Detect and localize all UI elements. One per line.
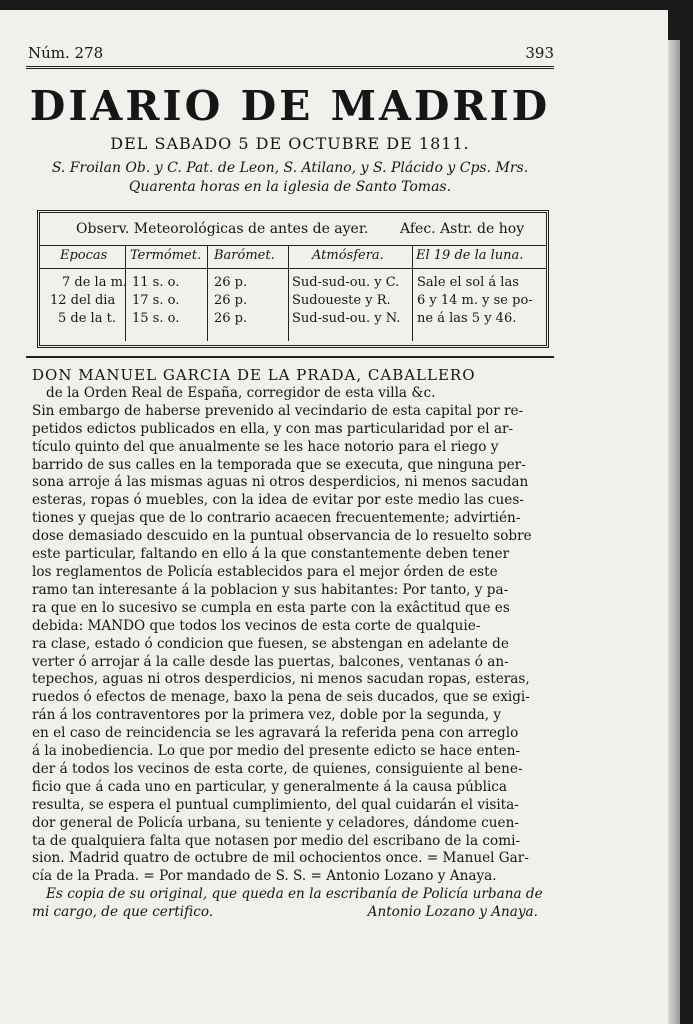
article-line: á la inobediencia. Lo que por medio del presente edicto se hace enten-	[32, 743, 521, 760]
article-line: este particular, faltando en ello á la que constantemente deben tener	[32, 546, 510, 563]
article-line: ra que en lo sucesivo se cumpla en esta parte con la exâctitud que es	[32, 599, 510, 616]
cell-epoca: 5 de la t.	[58, 311, 116, 326]
column-divider	[207, 245, 208, 341]
article-line: cía de la Prada. = Por mandado de S. S. = Antonio Lozano y Anaya.	[32, 868, 497, 885]
masthead-rule-top	[26, 66, 554, 69]
col-header-atmosfera: Atmósfera.	[312, 248, 384, 263]
table-rule	[40, 268, 546, 269]
article-line: ficio que á cada uno en particular, y generalmente á la causa pública	[32, 778, 508, 795]
col-header-epocas: Epocas	[60, 248, 108, 263]
article-line: der á todos los vecinos de esta corte, de quienes, consiguiente al bene-	[32, 760, 523, 777]
issue-number: Núm. 278	[28, 44, 104, 62]
table-rule	[40, 245, 546, 246]
col-header-termometro: Termómet.	[130, 248, 202, 263]
cell-luna: Sale el sol á las	[417, 275, 519, 290]
article-line: ra clase, estado ó condicion que fuesen, se abstengan en adelante de	[32, 635, 509, 652]
weather-table	[37, 210, 549, 348]
article-line: sion. Madrid quatro de octubre de mil ochocientos once. = Manuel Gar-	[32, 850, 529, 867]
article-line: resulta, se espera el puntual cumplimiento, del qual cuidarán el visita-	[32, 796, 519, 813]
page-number: 393	[525, 44, 554, 62]
section-rule	[26, 356, 554, 358]
article-line: petidos edictos publicados en ella, y con mas particularidad por el ar-	[32, 420, 514, 437]
article-line: tiones y quejas que de lo contrario acaecen frecuentemente; advirtién-	[32, 510, 521, 527]
cell-atmosfera: Sud-sud-ou. y N.	[292, 311, 401, 326]
article-line: ruedos ó efectos de menage, baxo la pena de seis ducados, que se exigi-	[32, 689, 530, 706]
page-edge	[668, 40, 680, 1024]
article-line: debida: MANDO que todos los vecinos de esta corte de qualquie-	[32, 617, 481, 634]
issue-date: DEL SABADO 5 DE OCTUBRE DE 1811.	[110, 134, 470, 153]
cell-termometro: 11 s. o.	[132, 275, 180, 290]
cell-atmosfera: Sudoueste y R.	[292, 293, 391, 308]
weather-title: Observ. Meteorológicas de antes de ayer.	[76, 221, 369, 237]
newspaper-title: DIARIO DE MADRID	[29, 82, 551, 130]
article-line: tepechos, aguas ni otros desperdicios, ni menos sacudan ropas, esteras,	[32, 671, 530, 688]
cell-epoca: 7 de la m.	[62, 275, 128, 290]
cell-barometro: 26 p.	[214, 311, 248, 326]
cell-luna: 6 y 14 m. y se po-	[417, 293, 533, 308]
article-line: tículo quinto del que anualmente se les hace notorio para el riego y	[32, 438, 499, 455]
article-subheading: de la Orden Real de España, corregidor de esta villa &c.	[46, 384, 436, 401]
certification-line: mi cargo, de que certifico.	[32, 904, 214, 921]
cell-barometro: 26 p.	[214, 293, 248, 308]
article-line: Sin embargo de haberse prevenido al vecindario de esta capital por re-	[32, 402, 524, 419]
article-line: rán á los contraventores por la primera vez, doble por la segunda, y	[32, 707, 502, 724]
cell-epoca: 12 del dia	[50, 293, 116, 308]
cell-termometro: 15 s. o.	[132, 311, 180, 326]
col-header-barometro: Barómet.	[214, 248, 275, 263]
article-line: verter ó arrojar á la calle desde las puertas, balcones, ventanas ó an-	[32, 653, 509, 670]
cell-termometro: 17 s. o.	[132, 293, 180, 308]
astro-title: Afec. Astr. de hoy	[400, 221, 525, 237]
article-line: sona arroje á las mismas aguas ni otros desperdicios, ni menos sacudan	[32, 474, 529, 491]
article-line: ta de qualquiera falta que notasen por medio del escribano de la comi-	[32, 832, 521, 849]
column-divider	[412, 245, 413, 341]
article-line: en el caso de reincidencia se les agravará la referida pena con arreglo	[32, 725, 519, 742]
certification-end	[32, 904, 556, 922]
column-divider	[125, 245, 126, 341]
cell-atmosfera: Sud-sud-ou. y C.	[292, 275, 400, 290]
certification-line: Es copia de su original, que queda en la escribanía de Policía urbana de	[46, 886, 543, 903]
signature: Antonio Lozano y Anaya.	[367, 904, 538, 921]
article-line: esteras, ropas ó muebles, con la idea de evitar por este medio las cues-	[32, 492, 524, 509]
article-line: dose demasiado descuido en la puntual observancia de lo resuelto sobre	[32, 528, 532, 545]
article-heading: DON MANUEL GARCIA DE LA PRADA, CABALLERO	[32, 366, 476, 384]
article-line: los reglamentos de Policía establecidos para el mejor órden de este	[32, 563, 498, 580]
cell-barometro: 26 p.	[214, 275, 248, 290]
masthead-top	[28, 44, 554, 66]
article-line: ramo tan interesante á la poblacion y sus habitantes: Por tanto, y pa-	[32, 581, 509, 598]
article-line: barrido de sus calles en la temporada que se executa, que ninguna per-	[32, 456, 526, 473]
saints-line-2: Quarenta horas en la iglesia de Santo Tomas.	[128, 179, 452, 195]
article-line: dor general de Policía urbana, su teniente y celadores, dándome cuen-	[32, 814, 519, 831]
column-divider	[288, 245, 289, 341]
article	[32, 367, 556, 922]
col-header-luna: El 19 de la luna.	[416, 248, 524, 263]
saints-line-1: S. Froilan Ob. y C. Pat. de Leon, S. Atilano, y S. Plácido y Cps. Mrs.	[51, 160, 529, 176]
cell-luna: ne á las 5 y 46.	[417, 311, 517, 326]
